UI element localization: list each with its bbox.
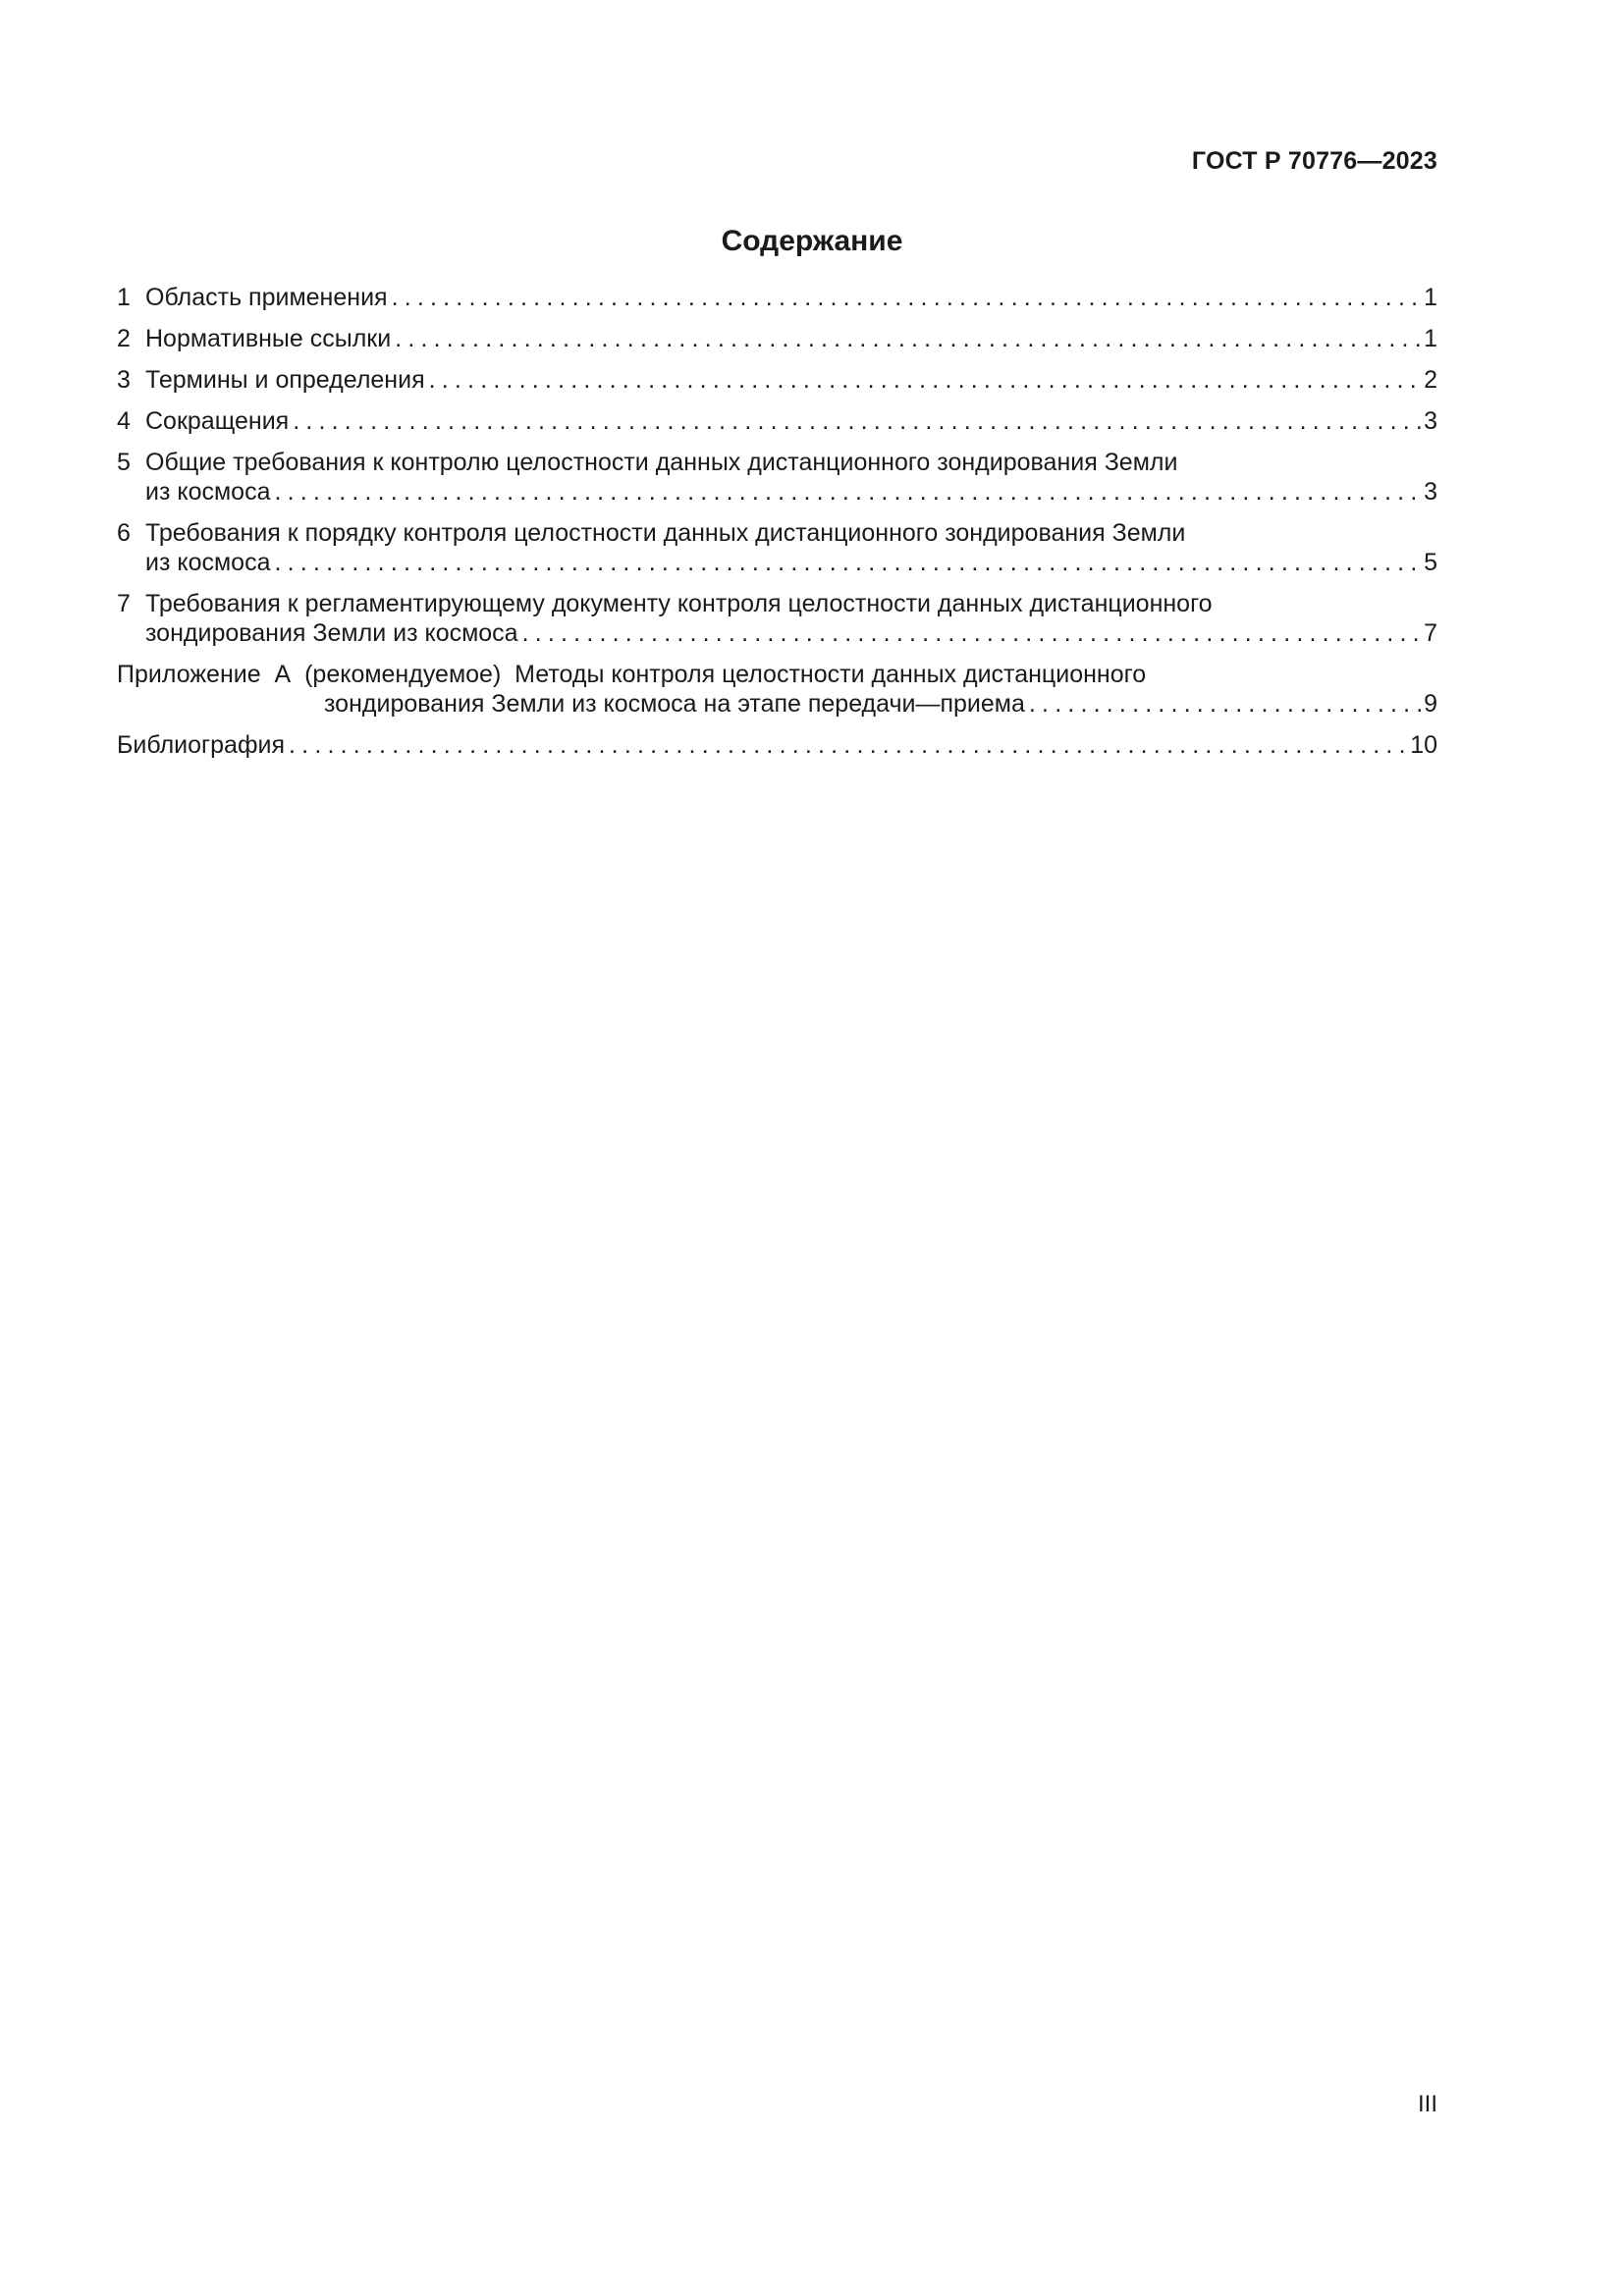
dot-leader xyxy=(395,324,1422,353)
toc-entry-number: 5 xyxy=(117,449,131,476)
dot-leader xyxy=(293,406,1422,436)
document-code: ГОСТ Р 70776—2023 xyxy=(1191,147,1437,175)
toc-title: Содержание xyxy=(721,225,903,257)
toc-entry-title-continuation: зондирования Земли из космоса xyxy=(145,619,518,647)
toc-entry-6[interactable] xyxy=(117,518,1437,577)
toc-entry-number: 1 xyxy=(117,284,131,311)
toc-entry-number: 4 xyxy=(117,407,131,435)
toc-entry-page: 9 xyxy=(1424,690,1437,718)
toc-entry-appendix-a[interactable] xyxy=(117,660,1437,719)
toc-entry-number: 7 xyxy=(117,590,131,617)
toc-entry-7[interactable] xyxy=(117,589,1437,648)
dot-leader xyxy=(392,283,1423,312)
toc-entry-1[interactable] xyxy=(117,283,1437,312)
toc-entry-title: Термины и определения xyxy=(145,366,425,394)
dot-leader xyxy=(1029,689,1422,719)
toc-entry-page: 1 xyxy=(1424,284,1437,311)
page-number: III xyxy=(1417,2091,1437,2117)
toc-entry-page: 5 xyxy=(1424,549,1437,576)
toc-entry-title: Требования к порядку контроля целостности данных дистанционного зондирования Земли xyxy=(145,519,1186,547)
toc-entry-page: 7 xyxy=(1424,619,1437,647)
toc-entry-page: 10 xyxy=(1410,731,1437,759)
dot-leader xyxy=(275,548,1423,577)
dot-leader xyxy=(289,730,1408,760)
appendix-title: Приложение А (рекомендуемое) Методы контроля целостности данных дистанционного xyxy=(117,661,1147,688)
dot-leader xyxy=(429,365,1422,395)
toc-entry-3[interactable] xyxy=(117,365,1437,395)
toc-entry-title: Сокращения xyxy=(145,407,290,435)
toc-entry-4[interactable] xyxy=(117,406,1437,436)
toc-entry-number: 3 xyxy=(117,366,131,394)
dot-leader xyxy=(522,618,1423,648)
appendix-title-continuation: зондирования Земли из космоса на этапе передачи—приема xyxy=(324,690,1025,718)
toc-entry-title: Общие требования к контролю целостности данных дистанционного зондирования Земли xyxy=(145,449,1178,476)
toc-entry-2[interactable] xyxy=(117,324,1437,353)
toc-entry-title: Нормативные ссылки xyxy=(145,325,392,352)
toc-entry-title-continuation: из космоса xyxy=(145,549,271,576)
toc-entry-number: 2 xyxy=(117,325,131,352)
dot-leader xyxy=(275,477,1423,507)
toc-entry-title-continuation: из космоса xyxy=(145,478,271,506)
toc-entry-title: Требования к регламентирующему документу контроля целостности данных дистанционного xyxy=(145,590,1213,617)
toc-entry-number: 6 xyxy=(117,519,131,547)
toc-entry-title: Область применения xyxy=(145,284,388,311)
bibliography-label: Библиография xyxy=(117,731,286,759)
toc-entry-5[interactable] xyxy=(117,448,1437,507)
toc-entry-page: 3 xyxy=(1424,407,1437,435)
toc-entry-page: 1 xyxy=(1424,325,1437,352)
toc-entry-page: 2 xyxy=(1424,366,1437,394)
toc-entry-bibliography[interactable] xyxy=(117,730,1437,760)
toc-entry-page: 3 xyxy=(1424,478,1437,506)
table-of-contents xyxy=(117,283,1437,772)
